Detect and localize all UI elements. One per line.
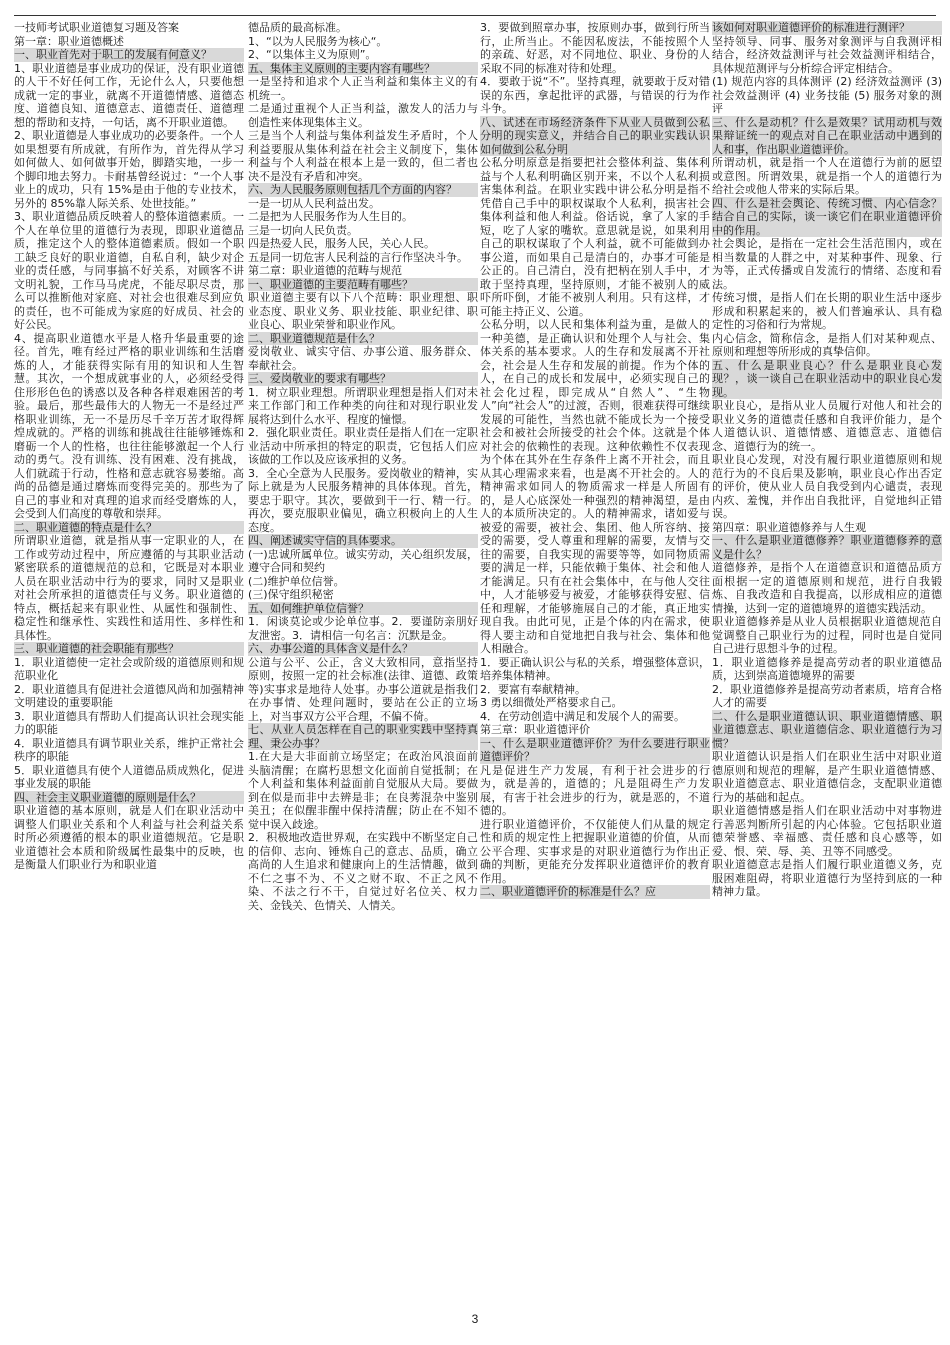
body-paragraph: 三是一切向人民负责。: [248, 223, 358, 237]
body-paragraph: 第二章：职业道德的范畴与规范: [248, 264, 402, 277]
body-paragraph: 传统习惯，是指人们在长期的职业生活中逐步形成和积累起来的，被人们普遍承认、具有稳定性的习俗和行为常规。: [712, 291, 942, 331]
question-heading: 四、阐述诚实守信的具体要求。: [248, 534, 478, 548]
question-heading: 八、试述在市场经济条件下从业人员做到公私分明的现实意义，并结合自己的职业实践认识如何做到公私分明: [480, 115, 710, 156]
body-paragraph: 职业道德修养是从业人员根据职业道德规范自觉调整自己职业行为的过程，同时也是自觉同自己进行思想斗争的过程。: [712, 615, 942, 655]
body-paragraph: 1．树立职业理想。所谓职业理想是指人们对未来工作部门和工作种类的向往和对现行职业发展将达到什么水平、程度的憧憬。: [248, 385, 478, 426]
body-paragraph: 3．职业道德具有帮助人们提高认识社会现实能力的职能: [14, 709, 244, 736]
body-paragraph: 进行职业道德评价，不仅能使人们从量的规定性和质的规定性上把握职业道德的价值，从而公平合理、实事求是的对职业道德行为作出正确的判断，更能充分发挥职业道德评价的教育作用。: [480, 817, 710, 885]
question-heading: 五、集体主义原则的主要内容有哪些？: [248, 62, 478, 76]
body-paragraph: 所谓动机，就是指一个人在道德行为前的愿望或意图。所谓效果，就是指一个人的道德行为给社会或他人带来的实际后果。: [712, 156, 942, 196]
body-paragraph: 职业道德情感是指人们在职业活动中对事物进行善恶判断所引起的内心体验。它包括职业道德荣誉感、幸福感、责任感和良心感等，如爱、恨、荣、辱、美、丑等不同感受。: [712, 804, 942, 858]
question-heading: 二、什么是职业道德认识、职业道德情感、职业道德意志、职业道德信念、职业道德行为习惯？: [712, 709, 942, 750]
page-number: 3: [471, 1312, 479, 1326]
body-paragraph: 3 勇以细微处严格要求自己。: [480, 696, 623, 709]
body-paragraph: 2．强化职业责任。职业责任是指人们在一定职业活动中所承担的特定的职责，它包括人们应该做的工作以及应该承担的义务。: [248, 426, 478, 466]
body-paragraph: 职业道德认识是指人们在职业生活中对职业道德原则和规范的理解，是产生职业道德情感、职业道德意志、职业道德信念，支配职业道德行为的基础和起点。: [712, 750, 942, 804]
body-paragraph: 职业良心，是指从业人员履行对他人和社会的职业义务的道德责任感和自我评价能力，是个人道德认识、道德情感、道德意志、道德信念、道德行为的统一。: [712, 399, 942, 453]
body-paragraph: 道德修养，是指个人在道德意识和道德品质方面根据一定的道德原则和规范，进行自我锻炼、自我改造和自我提高，以形成相应的道德情操，达到一定的道德境界的道德实践活动。: [712, 561, 942, 615]
question-heading: 三、爱岗敬业的要求有哪些？: [248, 372, 478, 386]
top-rule: [14, 15, 936, 16]
body-paragraph: 五是同一切危害人民利益的言行作坚决斗争。: [248, 250, 468, 264]
text-column-3: [480, 21, 710, 1293]
body-paragraph: 公私分明，以人民和集体利益为重，是做人的一种美德，是正确认识和处理个人与社会、集体关系的基本要求。人的生存和发展离不开社会，社会是人生存和发展的前提。作为个体的人，在自己的成长和发展中，必须实现自己的社会化过程，即完成从“自然人”、“生物人”向“社会人”的过渡，否则，很难获得可继续发展的可能性，当然也就不能成长为一个接受社会和被社会所接受的社会个体。这就是个体对社会的依赖性的表现。这种依赖性不仅表现为个体在其外在生存条件上离不开社会，而且从其心理需求来看，也是离不开社会的。人的精神需求如同人的物质需求一样是人所固有的，是人心底深处一种强烈的精神渴望，是由人的本质所决定的。人的精神需求，诸如爱与被爱的需要，被社会、集团、他人所容纳、接受的需要，受人尊重和理解的需要，友情与交往的需要，自我实现的需要等等，如同物质需要的满足一样，只能依赖于集体、社会和他人才能满足。只有在社会集体中，在与他人交往中，人才能够爱与被爱，才能够获得安慰、信任和理解，才能够施展自己的才能，真正地实现自我。由此可见，正是个体的内在需求，使得人要主动和自觉地把自我与社会、集体和他人相融合。: [480, 318, 710, 655]
body-paragraph: 职业道德意志是指人们履行职业道德义务，克服困难阻碍，将职业道德行为坚持到底的一种精神力量。: [712, 858, 942, 898]
body-paragraph: 2．职业道德具有促进社会道德风尚和加强精神文明建设的重要职能: [14, 682, 244, 709]
body-paragraph: 职业良心发现，对没有履行职业道德原则和规范行为的不良后果及影响，职业良心作出否定的评价，使从业人员自我受到内心谴责，表现内疚、羞愧，并作出自我批评，自觉地纠正错误。: [712, 453, 942, 520]
question-heading: 七、从业人员怎样在自己的职业实践中坚持真理、秉公办事？: [248, 723, 478, 750]
text-column-1: [14, 21, 244, 1293]
body-paragraph: 四是热爱人民，服务人民，关心人民。: [248, 237, 435, 250]
body-paragraph: 1、职业道德是事业成功的保证，没有职业道德的人干不好任何工作，无论什么人，只要他想成就一定的事业，就离不开道德情感、道德态度、道德良知、道德意志、道德责任、道德理想的帮助和支持，一句话，离不开职业道德。: [14, 61, 244, 129]
body-paragraph: 1．职业道德修养是提高劳动者的职业道德品质，达到崇高道德境界的需要: [712, 655, 942, 682]
text-column-2: [248, 21, 478, 1293]
question-heading: 该如何对职业道德评价的标准进行测评？: [712, 21, 942, 35]
body-paragraph: 爱岗敬业、诚实守信、办事公道、服务群众、奉献社会。: [248, 345, 478, 372]
body-paragraph: 3、职业道德品质反映着人的整体道德素质。一个人在单位里的道德行为表现，即职业道德品质，推定这个人的整体道德素质。假如一个职工缺乏良好的职业道德，自私自利，缺少对企业的责任感，与同事搞不好关系，对顾客不讲文明礼貌，工作马马虎虎，不能尽职尽责，那么可以推断他对家庭、对社会也很难尽到应负的责任，也不可能成为家庭的好成员、社会的好公民。: [14, 210, 244, 331]
body-paragraph: (二)维护单位信誉。: [248, 574, 345, 588]
body-paragraph: (一)忠诚所属单位。诚实劳动，关心组织发展，遵守合同和契约: [248, 547, 478, 574]
question-heading: 六、为人民服务原则包括几个方面的内容？: [248, 183, 478, 197]
body-paragraph: 1．闲谈莫论或少论单位事。2．要谨防亲朋好友泄密。3．请相信一句名言：沉默是金。: [248, 615, 478, 642]
body-paragraph: 职业道德的基本原则，就是人们在职业活动中调整人们职业关系和个人利益与社会利益关系时所必须遵循的根本的职业道德规范。它是职业道德社会本质和阶级属性最集中的反映，也是衡量人们职业行为和职业道: [14, 804, 244, 871]
body-paragraph: 三是当个人利益与集体利益发生矛盾时，个人利益要服从集体利益在社会主义制度下，集体利益与个人利益在根本上是一致的，但二者也决不是没有矛盾和冲突。: [248, 129, 478, 183]
body-paragraph: 2、“以集体主义为原则”。: [248, 48, 377, 61]
body-paragraph: 1、“以为人民服务为核心“。: [248, 34, 388, 48]
body-paragraph: 坚持领导、同事、服务对象测评与自我测评相结合，经济效益测评与社会效益测评相结合，具体规范测评与分析综合评定相结合。: [712, 34, 942, 75]
question-heading: 一、职业首先对于职工的发展有何意义？: [14, 48, 244, 62]
text-column-4: [712, 21, 942, 1293]
question-heading: 六、办事公道的具体含义是什么？: [248, 642, 478, 656]
body-paragraph: 2．要富有奉献精神。: [480, 682, 586, 696]
question-heading: 二、职业道德评价的标准是什么？应: [480, 885, 710, 899]
body-paragraph: 3．要做到照章办事，按原则办事，做到行所当行，止所当止。不能因私废法，不能按照个人的亲疏、好恶，对不同地位、职业、身份的人采取不同的标准对待和处理。: [480, 21, 710, 75]
body-paragraph: (1) 规范内容的具体测评 (2) 经济效益测评 (3) 社会效益测评 (4) 业务技能 (5) 服务对象的测评: [712, 75, 942, 115]
body-paragraph: 所谓职业道德，就是指从事一定职业的人，在工作或劳动过程中，所应遵循的与其职业活动紧密联系的道德规范的总和，它既是对本职业人员在职业活动中行为的要求，同时又是职业对社会所承担的道德责任与义务。职业道德的特点，概括起来有职业性、从属性和强制性、稳定性和继承性、实践性和适用性、多样性和具体性。: [14, 534, 244, 642]
body-paragraph: 内心信念，简称信念，是指人们对某种观点、原则和理想等所形成的真挚信仰。: [712, 331, 942, 358]
body-paragraph: 一是坚持和追求个人正当利益和集体主义的有机统一。: [248, 75, 478, 102]
body-paragraph: 4、提高职业道德水平是人格升华最重要的途径。首先，唯有经过严格的职业训练和生活磨炼的人，才能获得实际有用的知识和人生智慧。其次，一个想成就事业的人，必须经受得住形形色色的诱惑以及各种各样艰难困苦的考验。最后，那些最伟大的人物无一不是经过严格职业训练，无一不是历尽千辛万苦才取得辉煌成就的。严格的训练和挑战往往能够锤炼和磨砺一个人的性格，也往往能够激起一个人行动的勇气。没有训练、没有困难、没有挑战，人们就疏于行动，性格和意志就容易萎缩。高尚的品德是通过磨炼而变得完美的。那些为了自己的事业和对真理的追求而经受磨炼的人，会受到人们高度的尊敬和崇拜。: [14, 331, 244, 520]
body-paragraph: 第一章：职业道德概述: [14, 34, 124, 48]
body-paragraph: 第三章：职业道德评价: [480, 723, 590, 736]
body-paragraph: 2、职业道德是人事业成功的必要条件。一个人如果想要有所成就，有所作为，首先得从学习如何做人、如何做事开始，脚踏实地，一步一个脚印地去努力。卡耐基曾经说过：“一个人事业上的成功，只有 15%是由于他的专业技术，另外的 85%靠人际关系、处世技能。”: [14, 129, 244, 210]
body-paragraph: 3．全心全意为人民服务。爱岗敬业的精神，实际上就是为人民服务精神的具体体现。首先，要忠于职守。其次，要做到干一行、精一行。再次，要克服职业偏见，确立积极向上的人生态度。: [248, 466, 478, 534]
body-paragraph: 4．要敢于说“不”。坚持真理，就要敢于反对错误的东西，拿起批评的武器，与错误的行为作斗争。: [480, 75, 710, 115]
question-heading: 二、职业道德规范是什么？: [248, 332, 478, 346]
body-paragraph: 德品质的最高标准。: [248, 21, 347, 34]
body-paragraph: 2．职业道德修养是提高劳动者素质，培育合格人才的需要: [712, 682, 942, 709]
question-heading: 五、如何维护单位信誉？: [248, 602, 478, 616]
body-paragraph: 二是通过重视个人正当利益，激发人的活力与创造性来体现集体主义。: [248, 102, 478, 129]
question-heading: 一、职业道德的主要范畴有哪些？: [248, 278, 478, 292]
body-paragraph: 凡是促进生产力发展，有利于社会进步的行为，就是善的，道德的；凡是阻碍生产力发展，有害于社会进步的行为，就是恶的，不道德的。: [480, 763, 710, 817]
body-paragraph: 4．职业道德具有调节职业关系，维护正常社会秩序的职能: [14, 736, 244, 763]
question-heading: 四、社会主义职业道德的原则是什么？: [14, 791, 244, 805]
question-heading: 一、什么是职业道德修养？职业道德修养的意义是什么？: [712, 534, 942, 561]
body-paragraph: 4．在劳动创造中满足和发展个人的需要。: [480, 709, 685, 723]
body-paragraph: 第四章：职业道德修养与人生观: [712, 520, 866, 534]
question-heading: 一、什么是职业道德评价？为什么要进行职业道德评价？: [480, 736, 710, 763]
body-paragraph: 一技师考试职业道德复习题及答案: [14, 21, 179, 34]
body-paragraph: 公道与公平、公正，含义大致相同，意指坚持原则，按照一定的社会标准(法律、道德、政策等)实事求是地待人处事。办事公道就是指我们在办事情、处理问题时，要站在公正的立场上，对当事双方公平合理，不偏不倚。: [248, 655, 478, 723]
body-paragraph: 职业道德主要有以下八个范畴：职业理想、职业态度、职业义务、职业技能、职业纪律、职业良心、职业荣誉和职业作风。: [248, 291, 478, 331]
body-paragraph: 二是把为人民服务作为人生目的。: [248, 210, 413, 223]
question-heading: 三、什么是动机？什么是效果？试用动机与效果辩证统一的观点对自己在职业活动中遇到的人和事，作出职业道德评价。: [712, 115, 942, 156]
body-paragraph: 2．积极地改造世界观，在实践中不断坚定自己的信仰、志向、锤炼自己的意志、品质，确立高尚的人生追求和健康向上的生活情趣，做到不仁之事不为、不义之财不取、不正之风不染、不法之行不干，自觉过好名位关、权力关、金钱关、色情关、人情关。: [248, 831, 478, 912]
body-paragraph: 一是一切从人民利益出发。: [248, 196, 380, 210]
body-paragraph: 1．职业道德使一定社会或阶级的道德原则和规范职业化: [14, 655, 244, 682]
body-paragraph: 社会舆论，是指在一定社会生活范围内，或在相当数量的人群之中，对某种事件、现象、行为等，正式传播或自发流行的情绪、态度和看法。: [712, 237, 942, 291]
body-paragraph: 5．职业道德具有使个人道德品质成熟化，促进事业发展的职能: [14, 763, 244, 790]
question-heading: 三、职业道德的社会职能有那些？: [14, 642, 244, 656]
question-heading: 四、什么是社会舆论、传统习惯、内心信念？结合自己的实际，谈一谈它们在职业道德评价中的作用。: [712, 196, 942, 237]
body-paragraph: 公私分明原意是指要把社会整体利益、集体利益与个人私利明确区别开来，不以个人私利损害集体利益。在职业实践中讲公私分明是指不凭借自己手中的职权谋取个人私利，损害社会集体利益和他人利益。俗话说，拿了人家的手短，吃了人家的嘴软。意思就是说，如果利用自己的职权谋取了个人利益，就不可能做到办事公道，而如果自己是清白的，办事才可能是公正的。自己清白，没有把柄在别人手中，才敢于坚持真理，坚持原则，才能不被别人的威吓所吓倒，才能不被别人利用。只有这样，才可能主持正义、公道。: [480, 156, 710, 318]
question-heading: 二、职业道德的特点是什么？: [14, 521, 244, 535]
question-heading: 五、什么是职业良心？什么是职业良心发现？，谈一谈自己在职业活动中的职业良心发现。: [712, 358, 942, 399]
body-paragraph: 1．要正确认识公与私的关系，增强整体意识，培养集体精神。: [480, 655, 710, 682]
body-paragraph: (三)保守组织秘密: [248, 588, 334, 601]
body-paragraph: 1.在大是大非面前立场坚定；在政治风浪面前头脑清醒；在腐朽思想文化面前自觉抵制；在个人利益和集体利益面前自觉服从大局。要做到在似是而非中去辨是非；在良莠混杂中鉴别美丑；在似醒非醒中保持清醒；防止在不知不觉中误入歧途。: [248, 750, 478, 831]
